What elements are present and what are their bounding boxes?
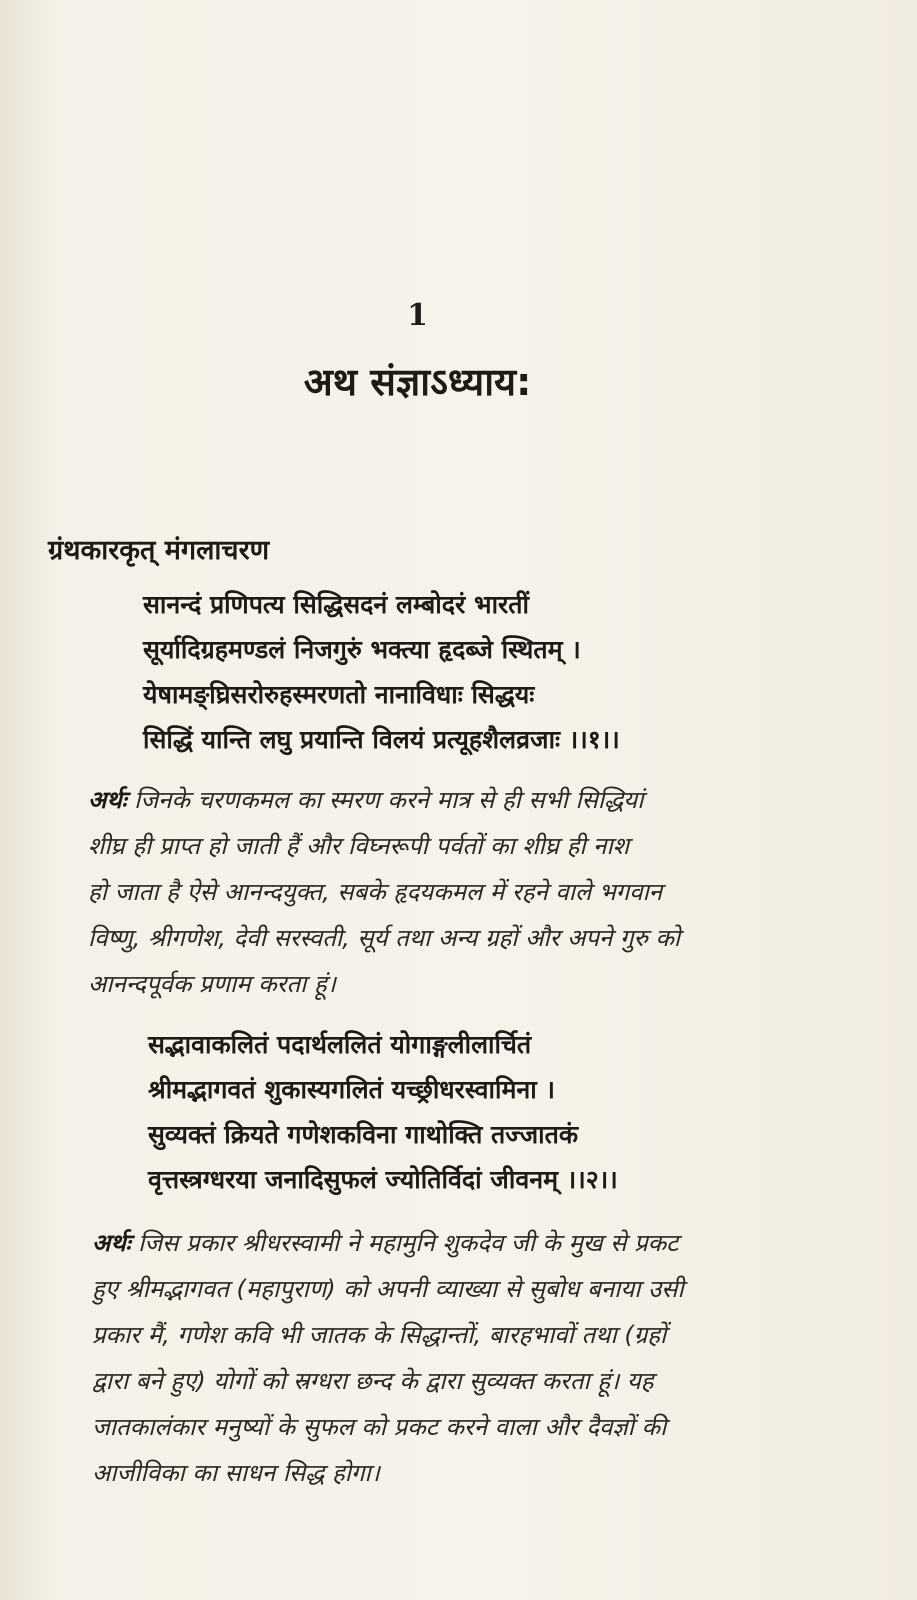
verse-1 [143, 582, 620, 762]
meaning-text: जिस प्रकार श्रीधरस्वामी ने महामुनि शुकदेव जी के मुख से प्रकट [130, 1229, 679, 1257]
verse-line: सुव्यक्तं क्रियते गणेशकविना गाथोक्ति तज्जातकं [148, 1120, 579, 1149]
verse-line: सिद्धिं यान्ति लघु प्रयान्ति विलयं प्रत्यूहशैलव्रजाः ।।१।। [143, 725, 620, 754]
meaning-line: जातकालंकार मनुष्यों के सुफल को प्रकट करने वाला और दैवज्ञों की [92, 1413, 667, 1441]
meaning-line: प्रकार मैं, गणेश कवि भी जातक के सिद्धान्तों, बारहभावों तथा (ग्रहों [92, 1321, 667, 1349]
meaning-line [88, 777, 680, 823]
verse-line: सूर्यादिग्रहमण्डलं निजगुरुं भक्त्या हृदब्जे स्थितम् । [143, 635, 581, 664]
meaning-line [92, 1220, 684, 1266]
verse-line: सानन्दं प्रणिपत्य सिद्धिसदनं लम्बोदरं भारतीं [143, 590, 529, 619]
section-heading: ग्रंथकारकृत् मंगलाचरण [48, 535, 270, 566]
meaning-line: द्वारा बने हुए) योगों को स्रग्धरा छन्द के द्वारा सुव्यक्त करता हूं। यह [92, 1367, 654, 1395]
verse-line: श्रीमद्भागवतं शुकास्यगलितं यच्छ्रीधरस्वामिना । [148, 1075, 555, 1104]
chapter-number: 1 [407, 298, 428, 333]
verse-line: येषामङ्घ्रिसरोरुहस्मरणतो नानाविधाः सिद्धयः [143, 680, 535, 709]
meaning-line: आजीविका का साधन सिद्ध होगा। [92, 1459, 380, 1487]
meaning-line: शीघ्र ही प्राप्त हो जाती हैं और विघ्नरूपी पर्वतों का शीघ्र ही नाश [88, 832, 630, 860]
meaning-1 [88, 777, 680, 1007]
chapter-title: अथ संज्ञाऽध्याय: [303, 360, 532, 404]
verse-2 [148, 1022, 618, 1202]
meaning-2 [92, 1220, 684, 1496]
meaning-line: आनन्दपूर्वक प्रणाम करता हूं। [88, 970, 336, 998]
meaning-line: हो जाता है ऐसे आनन्दयुक्त, सबके हृदयकमल में रहने वाले भगवान [88, 878, 663, 906]
meaning-label: अर्थः [88, 786, 127, 814]
meaning-text: जिनके चरणकमल का स्मरण करने मात्र से ही सभी सिद्धियां [126, 786, 644, 814]
meaning-label: अर्थः [92, 1229, 131, 1257]
meaning-line: हुए श्रीमद्भागवत (महापुराण) को अपनी व्याख्या से सुबोध बनाया उसी [92, 1275, 684, 1303]
meaning-line: विष्णु, श्रीगणेश, देवी सरस्वती, सूर्य तथा अन्य ग्रहों और अपने गुरु को [88, 924, 681, 952]
verse-line: वृत्तस्त्रग्धरया जनादिसुफलं ज्योतिर्विदां जीवनम् ।।२।। [148, 1165, 618, 1194]
verse-line: सद्भावाकलितं पदार्थललितं योगाङ्गलीलार्चितं [148, 1030, 532, 1059]
